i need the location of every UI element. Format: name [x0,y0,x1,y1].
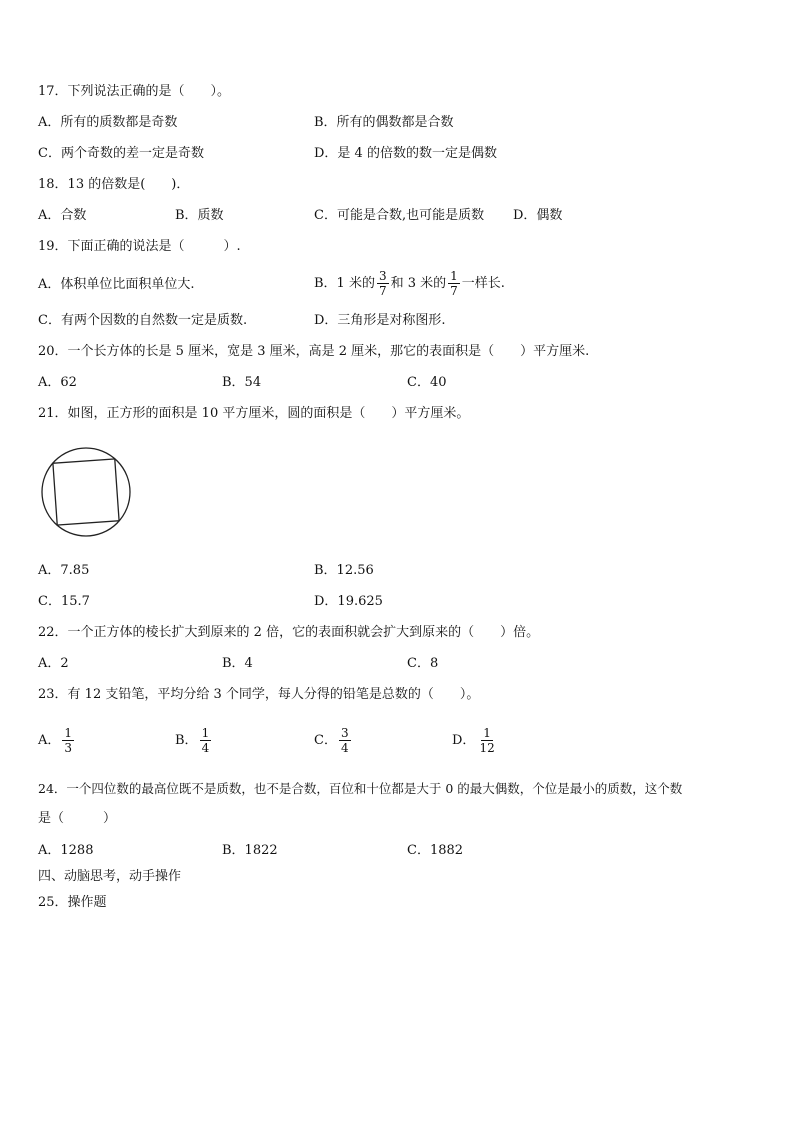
q17-stem: 17．下列说法正确的是（ ）。 [38,84,231,99]
q23-option-b [175,722,213,760]
q18-option-a: A．合数 [38,208,87,223]
fraction-1-4 [200,726,212,755]
q24-option-a: A．1288 [38,843,94,858]
q18-option-b: B．质数 [175,208,224,223]
fraction-3-4 [339,726,351,755]
q22-option-b: B．4 [222,656,253,671]
fraction-3-7 [377,269,389,298]
q23-option-c-label: C． [314,733,337,748]
q17-option-c: C．两个奇数的差一定是奇数 [38,146,204,161]
fraction-1-7 [448,269,460,298]
q19-option-b-prefix: B．1 米的 [314,276,375,291]
q20-option-a: A．62 [38,375,77,390]
fraction-numerator: 1 [201,726,210,740]
fraction-denominator: 4 [340,741,349,755]
q25-stem: 25．操作题 [38,895,107,910]
fraction-numerator: 1 [64,726,73,740]
q18-option-d: D．偶数 [513,208,563,223]
q21-stem: 21．如图，正方形的面积是 10 平方厘米，圆的面积是（ ）平方厘米。 [38,406,470,421]
q21-option-a: A．7.85 [38,563,90,578]
q20-stem: 20．一个长方体的长是 5 厘米，宽是 3 厘米，高是 2 厘米，那它的表面积是（ ）平方厘米. [38,344,590,359]
fraction-denominator: 4 [201,741,210,755]
q18-stem: 18．13 的倍数是( )． [38,177,190,192]
q23-option-b-label: B． [175,733,198,748]
fraction-numerator: 3 [378,269,387,283]
q19-option-d: D．三角形是对称图形. [314,313,446,328]
q21-option-b: B．12.56 [314,563,374,578]
q19-option-b-suffix: 一样长. [461,276,505,291]
q23-option-d-label: D． [452,733,476,748]
q20-option-c: C．40 [407,375,447,390]
q23-option-a [38,722,76,760]
fraction-denominator: 3 [64,741,73,755]
q23-stem: 23．有 12 支铅笔，平均分给 3 个同学，每人分得的铅笔是总数的（ ）。 [38,687,480,702]
fraction-denominator: 12 [479,741,495,755]
fraction-numerator: 1 [450,269,458,283]
q23-option-c [314,722,353,760]
q19-option-a: A．体积单位比面积单位大. [38,277,195,292]
q24-option-c: C．1882 [407,843,464,858]
fraction-1-3 [62,726,74,755]
q19-option-c: C．有两个因数的自然数一定是质数. [38,313,248,328]
figure-square [53,459,119,525]
q24-option-b: B．1822 [222,843,278,858]
q21-option-c: C．15.7 [38,594,90,609]
circle-square-figure [40,446,132,538]
fraction-denominator: 7 [450,284,458,298]
q24-stem-line1: 24．一个四位数的最高位既不是质数，也不是合数，百位和十位都是大于 0 的最大偶数，个位是最小的质数，这个数 [38,781,683,796]
q18-option-c: C．可能是合数,也可能是质数 [314,208,485,223]
q19-stem: 19．下面正确的说法是（ ）. [38,239,241,254]
fraction-numerator: 3 [340,726,349,740]
q24-stem-line2: 是（ ） [38,811,117,826]
fraction-denominator: 7 [378,284,387,298]
q21-option-d: D．19.625 [314,594,383,609]
q22-stem: 22．一个正方体的棱长扩大到原来的 2 倍，它的表面积就会扩大到原来的（ ）倍。 [38,625,540,640]
q17-option-a: A．所有的质数都是奇数 [38,115,178,130]
q17-option-d: D．是 4 的倍数的数一定是偶数 [314,146,497,161]
q22-option-c: C．8 [407,656,439,671]
q23-option-d [452,722,499,760]
q17-option-b: B．所有的偶数都是合数 [314,115,454,130]
q19-option-b [314,265,505,303]
q22-option-a: A．2 [38,656,69,671]
fraction-1-12 [477,726,496,755]
q20-option-b: B．54 [222,375,262,390]
q23-option-a-label: A． [38,733,61,748]
q19-option-b-middle: 和 3 米的 [390,276,447,291]
fraction-numerator: 1 [483,726,491,740]
section-heading: 四、动脑思考，动手操作 [38,869,182,884]
